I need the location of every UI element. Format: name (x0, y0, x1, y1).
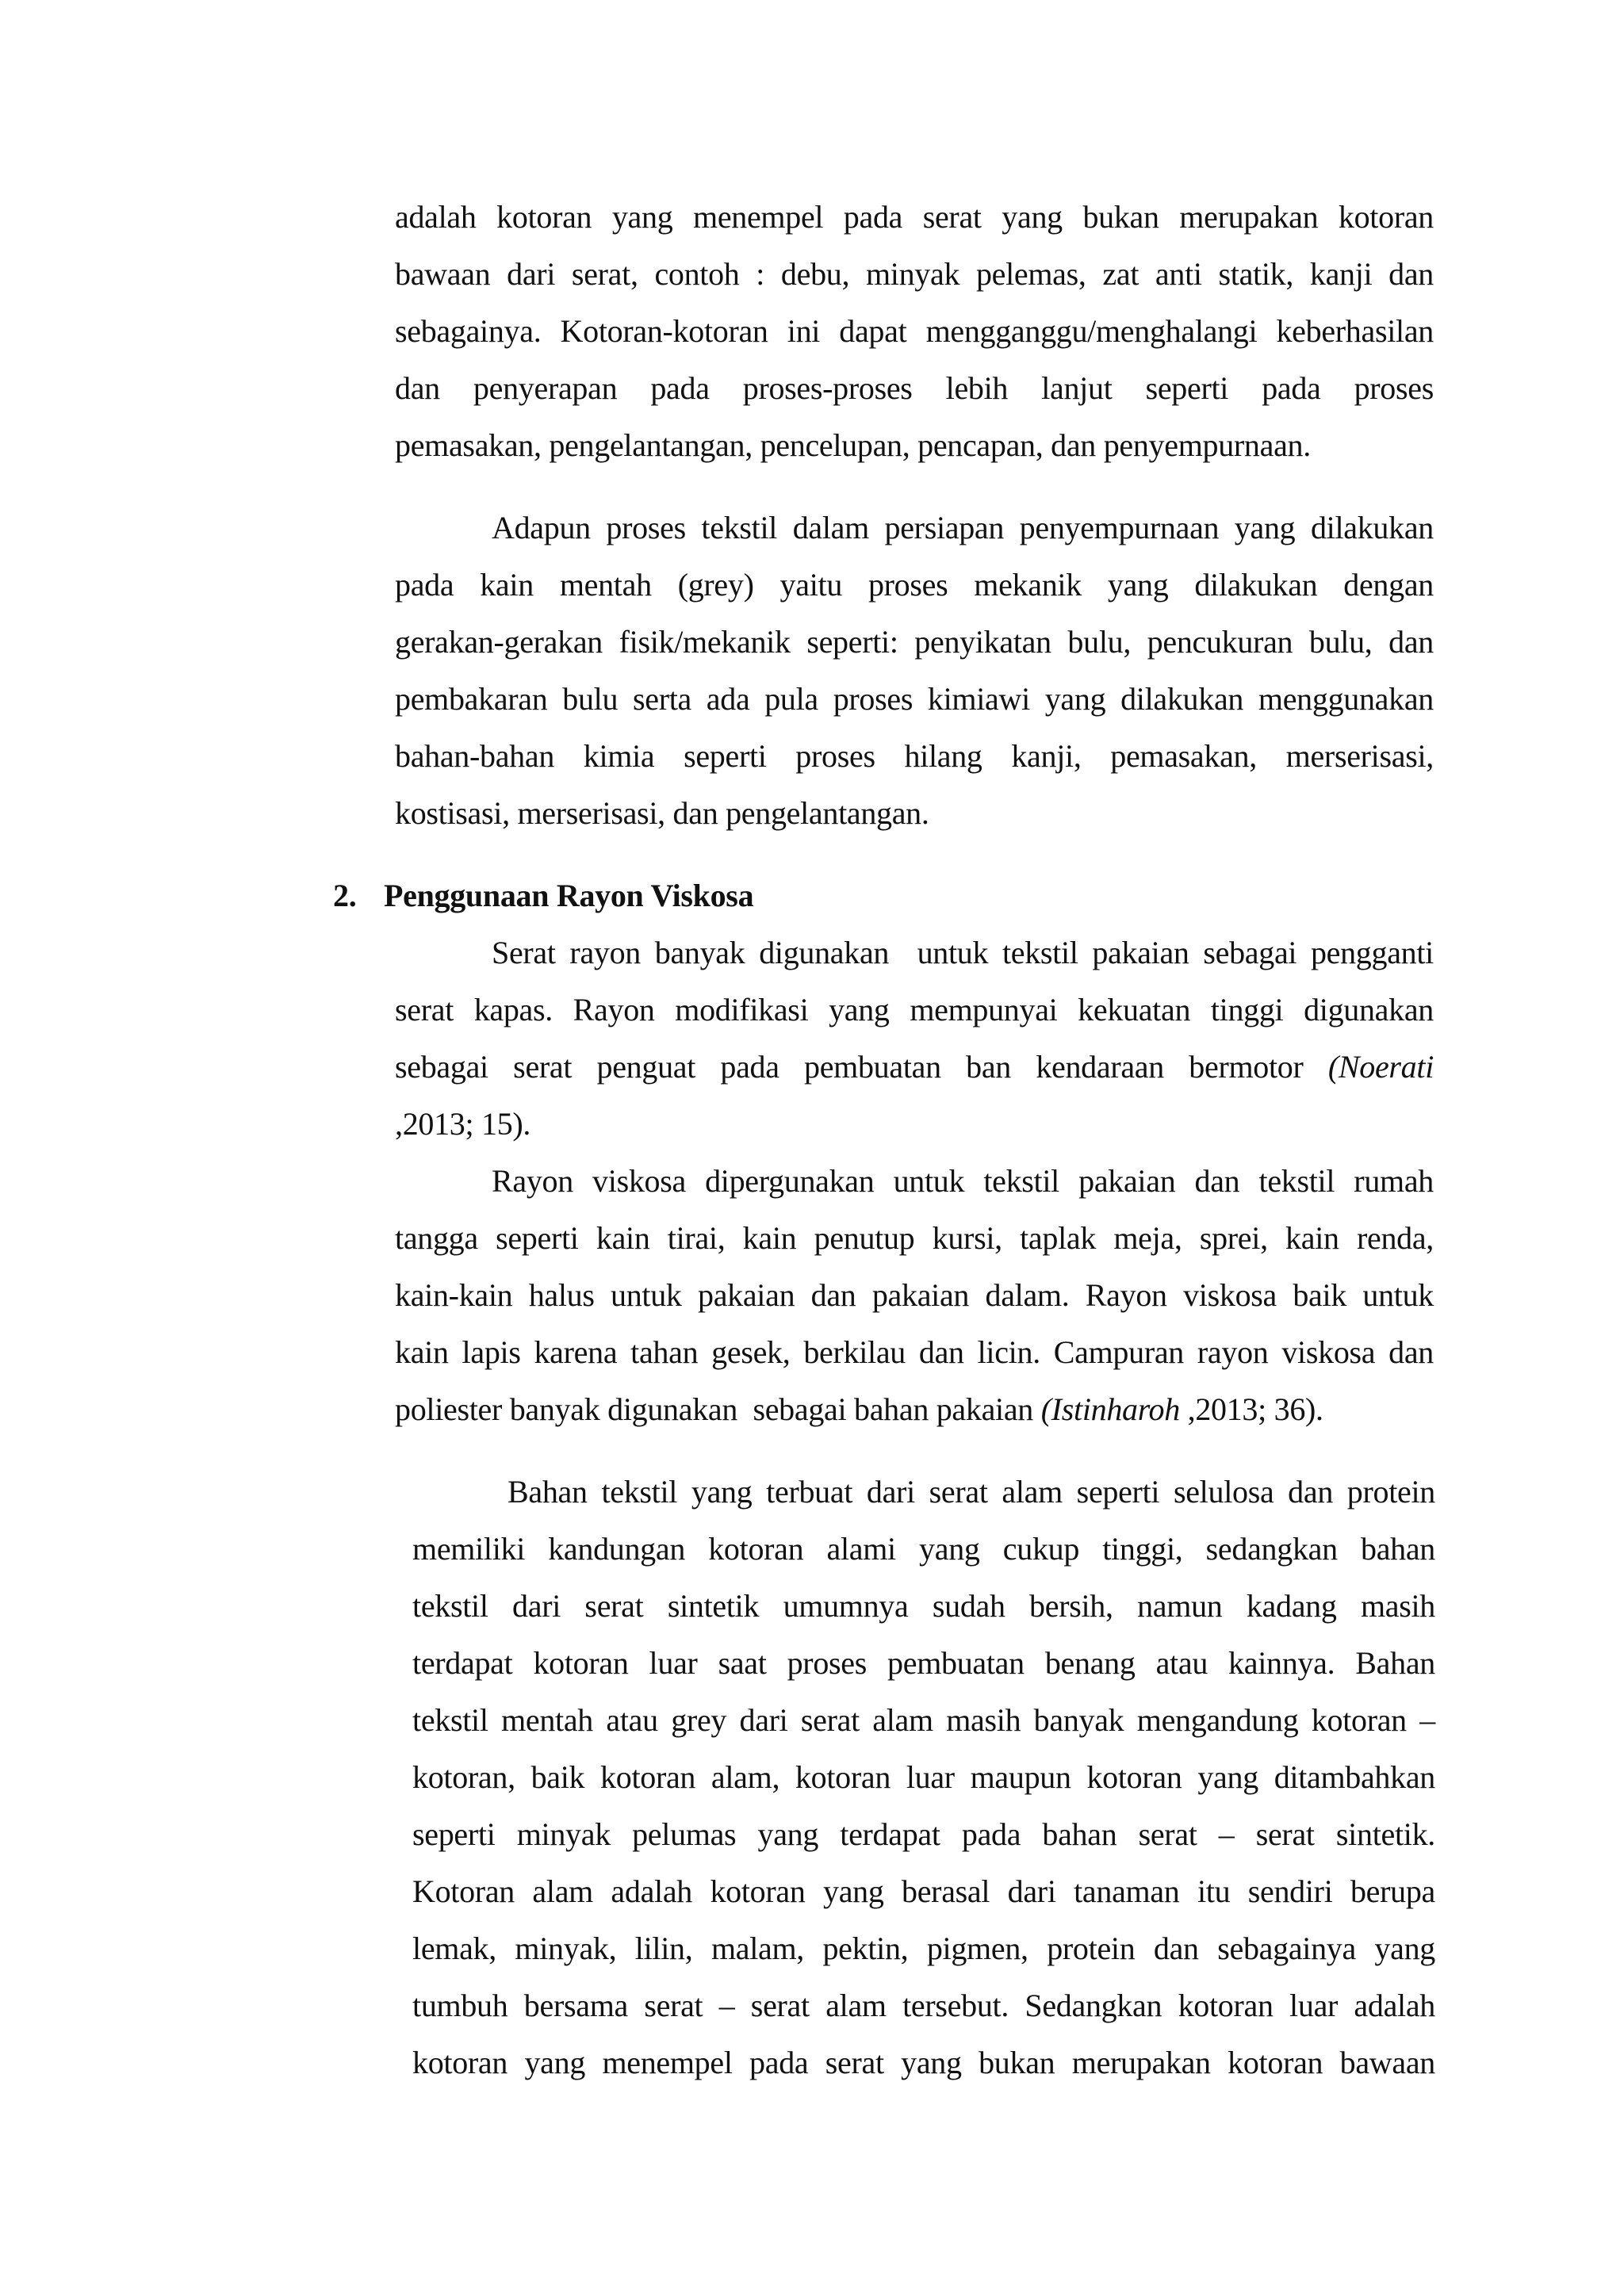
paragraph4-line (395, 1391, 1434, 1429)
paragraph3-line (395, 1048, 1434, 1086)
paragraph4-line: kain-kain halus untuk pakaian dan pakaian dalam. Rayon viskosa baik untuk (395, 1277, 1434, 1313)
paragraph2-line: kostisasi, merserisasi, dan pengelantangan. (395, 795, 929, 831)
paragraph5-line: Bahan tekstil yang terbuat dari serat alam seperti selulosa dan protein (508, 1474, 1435, 1510)
paragraph4-line: Rayon viskosa dipergunakan untuk tekstil pakaian dan tekstil rumah (492, 1163, 1434, 1199)
paragraph3-line: serat kapas. Rayon modifikasi yang mempunyai kekuatan tinggi digunakan (395, 992, 1434, 1027)
paragraph2-line: gerakan-gerakan fisik/mekanik seperti: penyikatan bulu, pencukuran bulu, dan (395, 624, 1434, 660)
paragraph4-line: kain lapis karena tahan gesek, berkilau dan licin. Campuran rayon viskosa dan (395, 1334, 1434, 1370)
paragraph1-line: adalah kotoran yang menempel pada serat yang bukan merupakan kotoran (395, 199, 1434, 235)
paragraph3-text: sebagai serat penguat pada pembuatan ban kendaraan bermotor (395, 1049, 1304, 1085)
paragraph3-line: ,2013; 15). (395, 1106, 531, 1142)
paragraph5-line: lemak, minyak, lilin, malam, pektin, pigmen, protein dan sebagainya yang (412, 1931, 1435, 1966)
paragraph2-line: bahan-bahan kimia seperti proses hilang kanji, pemasakan, merserisasi, (395, 738, 1434, 774)
paragraph5-line: seperti minyak pelumas yang terdapat pada bahan serat – serat sintetik. (412, 1816, 1435, 1852)
paragraph3-line: Serat rayon banyak digunakan untuk tekstil pakaian sebagai pengganti (492, 935, 1434, 970)
paragraph4-text: poliester banyak digunakan sebagai bahan pakaian (395, 1391, 1041, 1427)
paragraph1-line: bawaan dari serat, contoh : debu, minyak pelemas, zat anti statik, kanji dan (395, 256, 1434, 292)
paragraph1-line: pemasakan, pengelantangan, pencelupan, pencapan, dan penyempurnaan. (395, 427, 1311, 463)
section-title: Penggunaan Rayon Viskosa (384, 878, 754, 913)
paragraph5-line: memiliki kandungan kotoran alami yang cukup tinggi, sedangkan bahan (412, 1531, 1435, 1567)
paragraph2-line: Adapun proses tekstil dalam persiapan penyempurnaan yang dilakukan (492, 510, 1434, 545)
paragraph5-line: tumbuh bersama serat – serat alam tersebut. Sedangkan kotoran luar adalah (412, 1988, 1435, 2023)
paragraph5-line: tekstil mentah atau grey dari serat alam masih banyak mengandung kotoran – (412, 1702, 1435, 1738)
paragraph2-line: pembakaran bulu serta ada pula proses kimiawi yang dilakukan menggunakan (395, 681, 1434, 717)
paragraph5-line: terdapat kotoran luar saat proses pembuatan benang atau kainnya. Bahan (412, 1645, 1435, 1681)
paragraph2-line: pada kain mentah (grey) yaitu proses mekanik yang dilakukan dengan (395, 567, 1434, 603)
paragraph4-text: ,2013; 36). (1179, 1391, 1323, 1427)
citation: (Noerati (1327, 1049, 1434, 1085)
paragraph5-line: Kotoran alam adalah kotoran yang berasal dari tanaman itu sendiri berupa (412, 1873, 1435, 1909)
paragraph5-line: kotoran, baik kotoran alam, kotoran luar maupun kotoran yang ditambahkan (412, 1759, 1435, 1795)
paragraph4-line: tangga seperti kain tirai, kain penutup kursi, taplak meja, sprei, kain renda, (395, 1220, 1434, 1256)
paragraph5-line: kotoran yang menempel pada serat yang bukan merupakan kotoran bawaan (412, 2045, 1435, 2080)
paragraph1-line: dan penyerapan pada proses-proses lebih lanjut seperti pada proses (395, 370, 1434, 406)
paragraph5-line: tekstil dari serat sintetik umumnya sudah bersih, namun kadang masih (412, 1588, 1435, 1624)
section-number: 2. (333, 878, 357, 913)
paragraph1-line: sebagainya. Kotoran-kotoran ini dapat mengganggu/menghalangi keberhasilan (395, 313, 1434, 349)
citation: (Istinharoh (1040, 1391, 1180, 1427)
